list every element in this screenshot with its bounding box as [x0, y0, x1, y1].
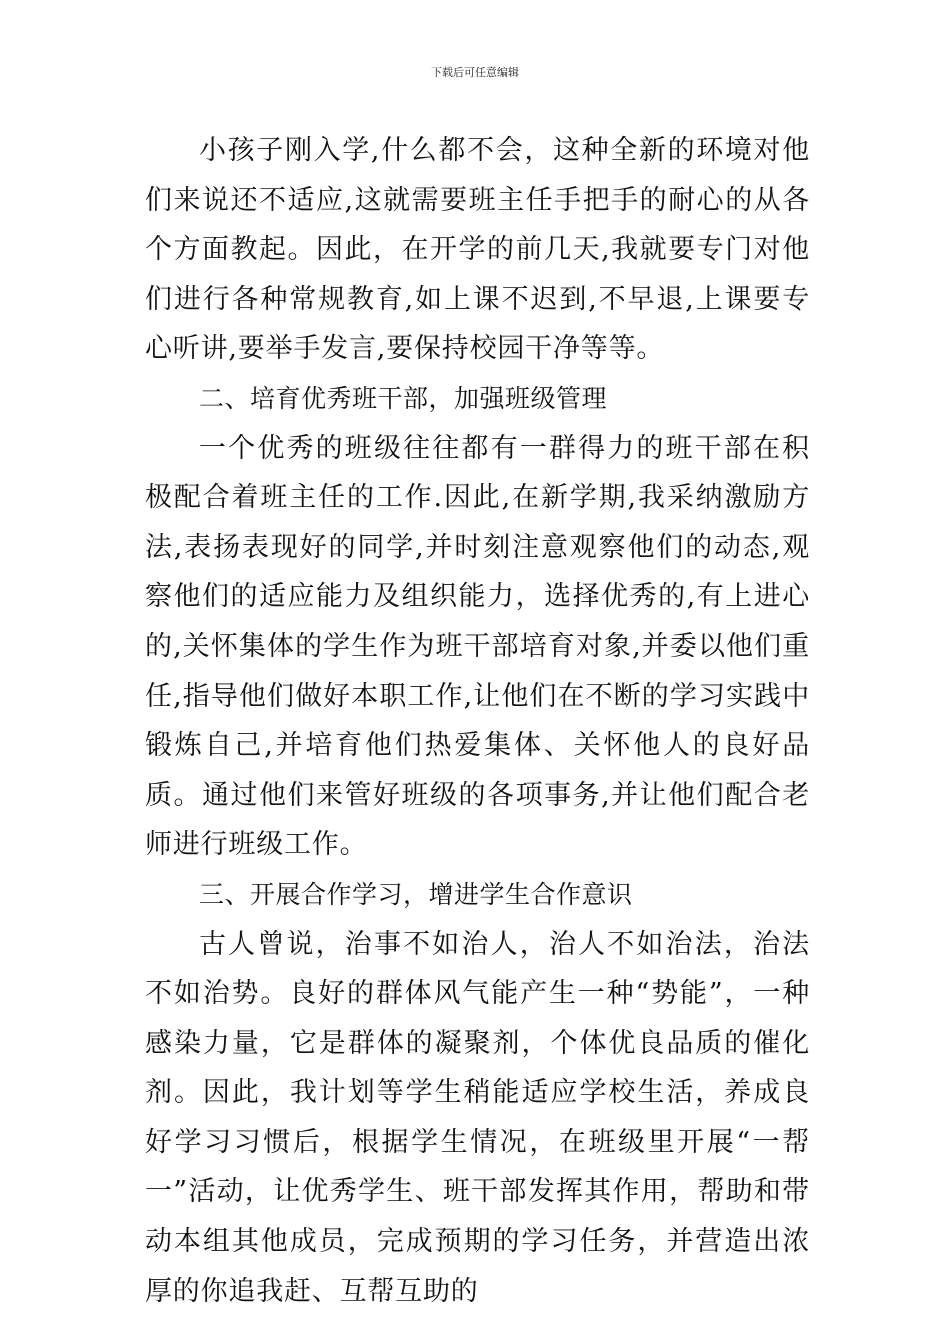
paragraph-routine-education: 小孩子刚入学,什么都不会，这种全新的环境对他们来说还不适应,这就需要班主任手把手的耐心的从各个方面教起。因此，在开学的前几天,我就要专门对他们进行各种常规教育,如上课不迟到,不早退,上课要专心听讲,要举手发言,要保持校园干净等等。	[145, 135, 810, 365]
section-heading-class-cadres: 二、培育优秀班干部，加强班级管理	[199, 383, 608, 413]
paragraph-cooperative-learning: 古人曾说，治事不如治人，治人不如治法，治法不如治势。良好的群体风气能产生一种“势能”，一种感染力量，它是群体的凝聚剂，个体优良品质的催化剂。因此，我计划等学生稍能适应学校生活，养成良好学习习惯后，根据学生情况，在班级里开展“一帮一”活动，让优秀学生、班干部发挥其作用，帮助和带动本组其他成员，完成预期的学习任务，并营造出浓厚的你追我赶、互帮互助的	[145, 928, 810, 1307]
document-body	[145, 126, 810, 1316]
paragraph-class-cadres: 一个优秀的班级往往都有一群得力的班干部在积极配合着班主任的工作.因此,在新学期,我采纳激励方法,表扬表现好的同学,并时刻注意观察他们的动态,观察他们的适应能力及组织能力，选择优秀的,有上进心的,关怀集体的学生作为班干部培育对象,并委以他们重任,指导他们做好本职工作,让他们在不断的学习实践中锻炼自己,并培育他们热爱集体、关怀他人的良好品质。通过他们来管好班级的各项事务,并让他们配合老师进行班级工作。	[145, 432, 810, 861]
section-heading-cooperative-learning: 三、开展合作学习，增进学生合作意识	[199, 879, 633, 909]
page-header: 下载后可任意编辑	[431, 66, 519, 79]
